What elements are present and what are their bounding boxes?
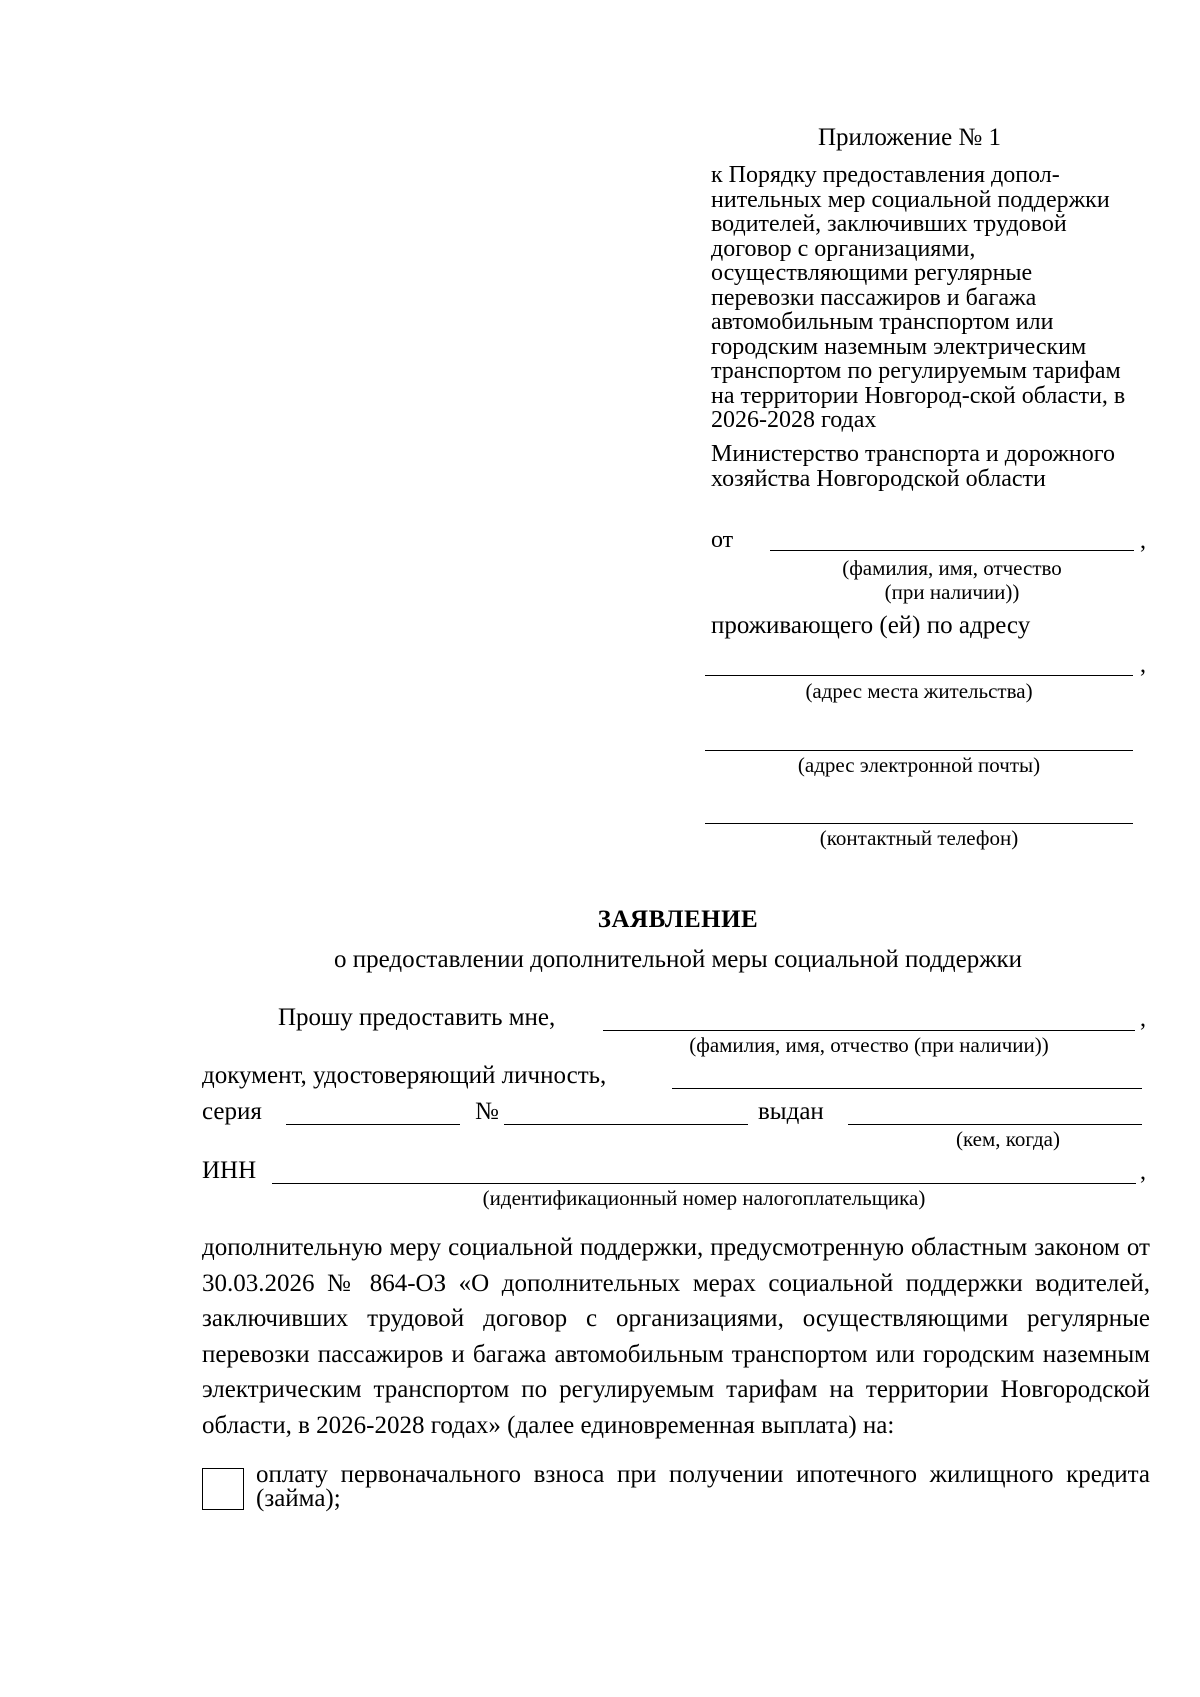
series-label: серия (202, 1098, 262, 1125)
inn-field[interactable] (272, 1183, 1136, 1184)
issued-field[interactable] (848, 1124, 1142, 1125)
series-field[interactable] (286, 1124, 460, 1125)
address-field[interactable] (705, 675, 1133, 676)
number-label: № (475, 1098, 499, 1125)
residing-label: проживающего (ей) по адресу (711, 612, 1031, 639)
phone-caption: (контактный телефон) (819, 826, 1019, 850)
document-subtitle: о предоставлении дополнительной меры социальной поддержки (333, 946, 1022, 973)
email-field[interactable] (705, 750, 1133, 751)
appendix-title: Приложение № 1 (818, 124, 1002, 151)
comma: , (1140, 1159, 1146, 1185)
phone-field[interactable] (705, 823, 1133, 824)
fio-caption: (фамилия, имя, отчество (при наличии)) (689, 1033, 1049, 1057)
from-label: от (711, 527, 734, 553)
issued-label: выдан (758, 1098, 824, 1125)
recipient-ministry: Министерство транспорта и дорожного хозяйства Новгородской области (711, 441, 1115, 492)
fio-field[interactable] (603, 1030, 1135, 1031)
inn-label: ИНН (202, 1157, 257, 1184)
request-label: Прошу предоставить мне, (278, 1004, 556, 1031)
comma: , (1140, 1006, 1146, 1032)
issued-caption: (кем, когда) (956, 1127, 1060, 1151)
document-title: ЗАЯВЛЕНИЕ (597, 906, 759, 933)
mortgage-option-checkbox[interactable] (202, 1468, 244, 1510)
comma: , (1140, 652, 1146, 678)
inn-caption: (идентификационный номер налогоплательщика) (482, 1186, 926, 1210)
applicant-name-field[interactable] (770, 550, 1134, 551)
comma: , (1140, 528, 1146, 554)
id-document-field[interactable] (672, 1088, 1142, 1089)
name-caption-line-2: (при наличии)) (884, 580, 1020, 604)
appendix-reference: к Порядку предоставления допол-нительных мер социальной поддержки водителей, заключивших трудовой договор с организациями, осуществляющими регулярные перевозки пассажиров и багажа автомобильным транспортом или городским наземным электрическим транспортом по регулируемым тарифам на территории Новгород-ской области, в 2026-2028 годах (711, 162, 1126, 433)
id-document-label: документ, удостоверяющий личность, (202, 1062, 607, 1089)
name-caption-line-1: (фамилия, имя, отчество (842, 556, 1062, 580)
mortgage-option-label: оплату первоначального взноса при получении ипотечного жилищного кредита (займа); (256, 1461, 1150, 1512)
email-caption: (адрес электронной почты) (797, 753, 1041, 777)
number-field[interactable] (504, 1124, 748, 1125)
body-paragraph: дополнительную меру социальной поддержки, предусмотренную областным законом от 30.03.2026 № 864-ОЗ «О дополнительных мерах социальной поддержки водителей, заключивших трудовой договор с организациями, осуществляющими регулярные перевозки пассажиров и багажа автомобильным транспортом или городским наземным электрическим транспортом по регулируемым тарифам на территории Новгородской области, в 2026-2028 годах» (далее единовременная выплата) на: (202, 1234, 1150, 1439)
address-caption: (адрес места жительства) (805, 679, 1033, 703)
